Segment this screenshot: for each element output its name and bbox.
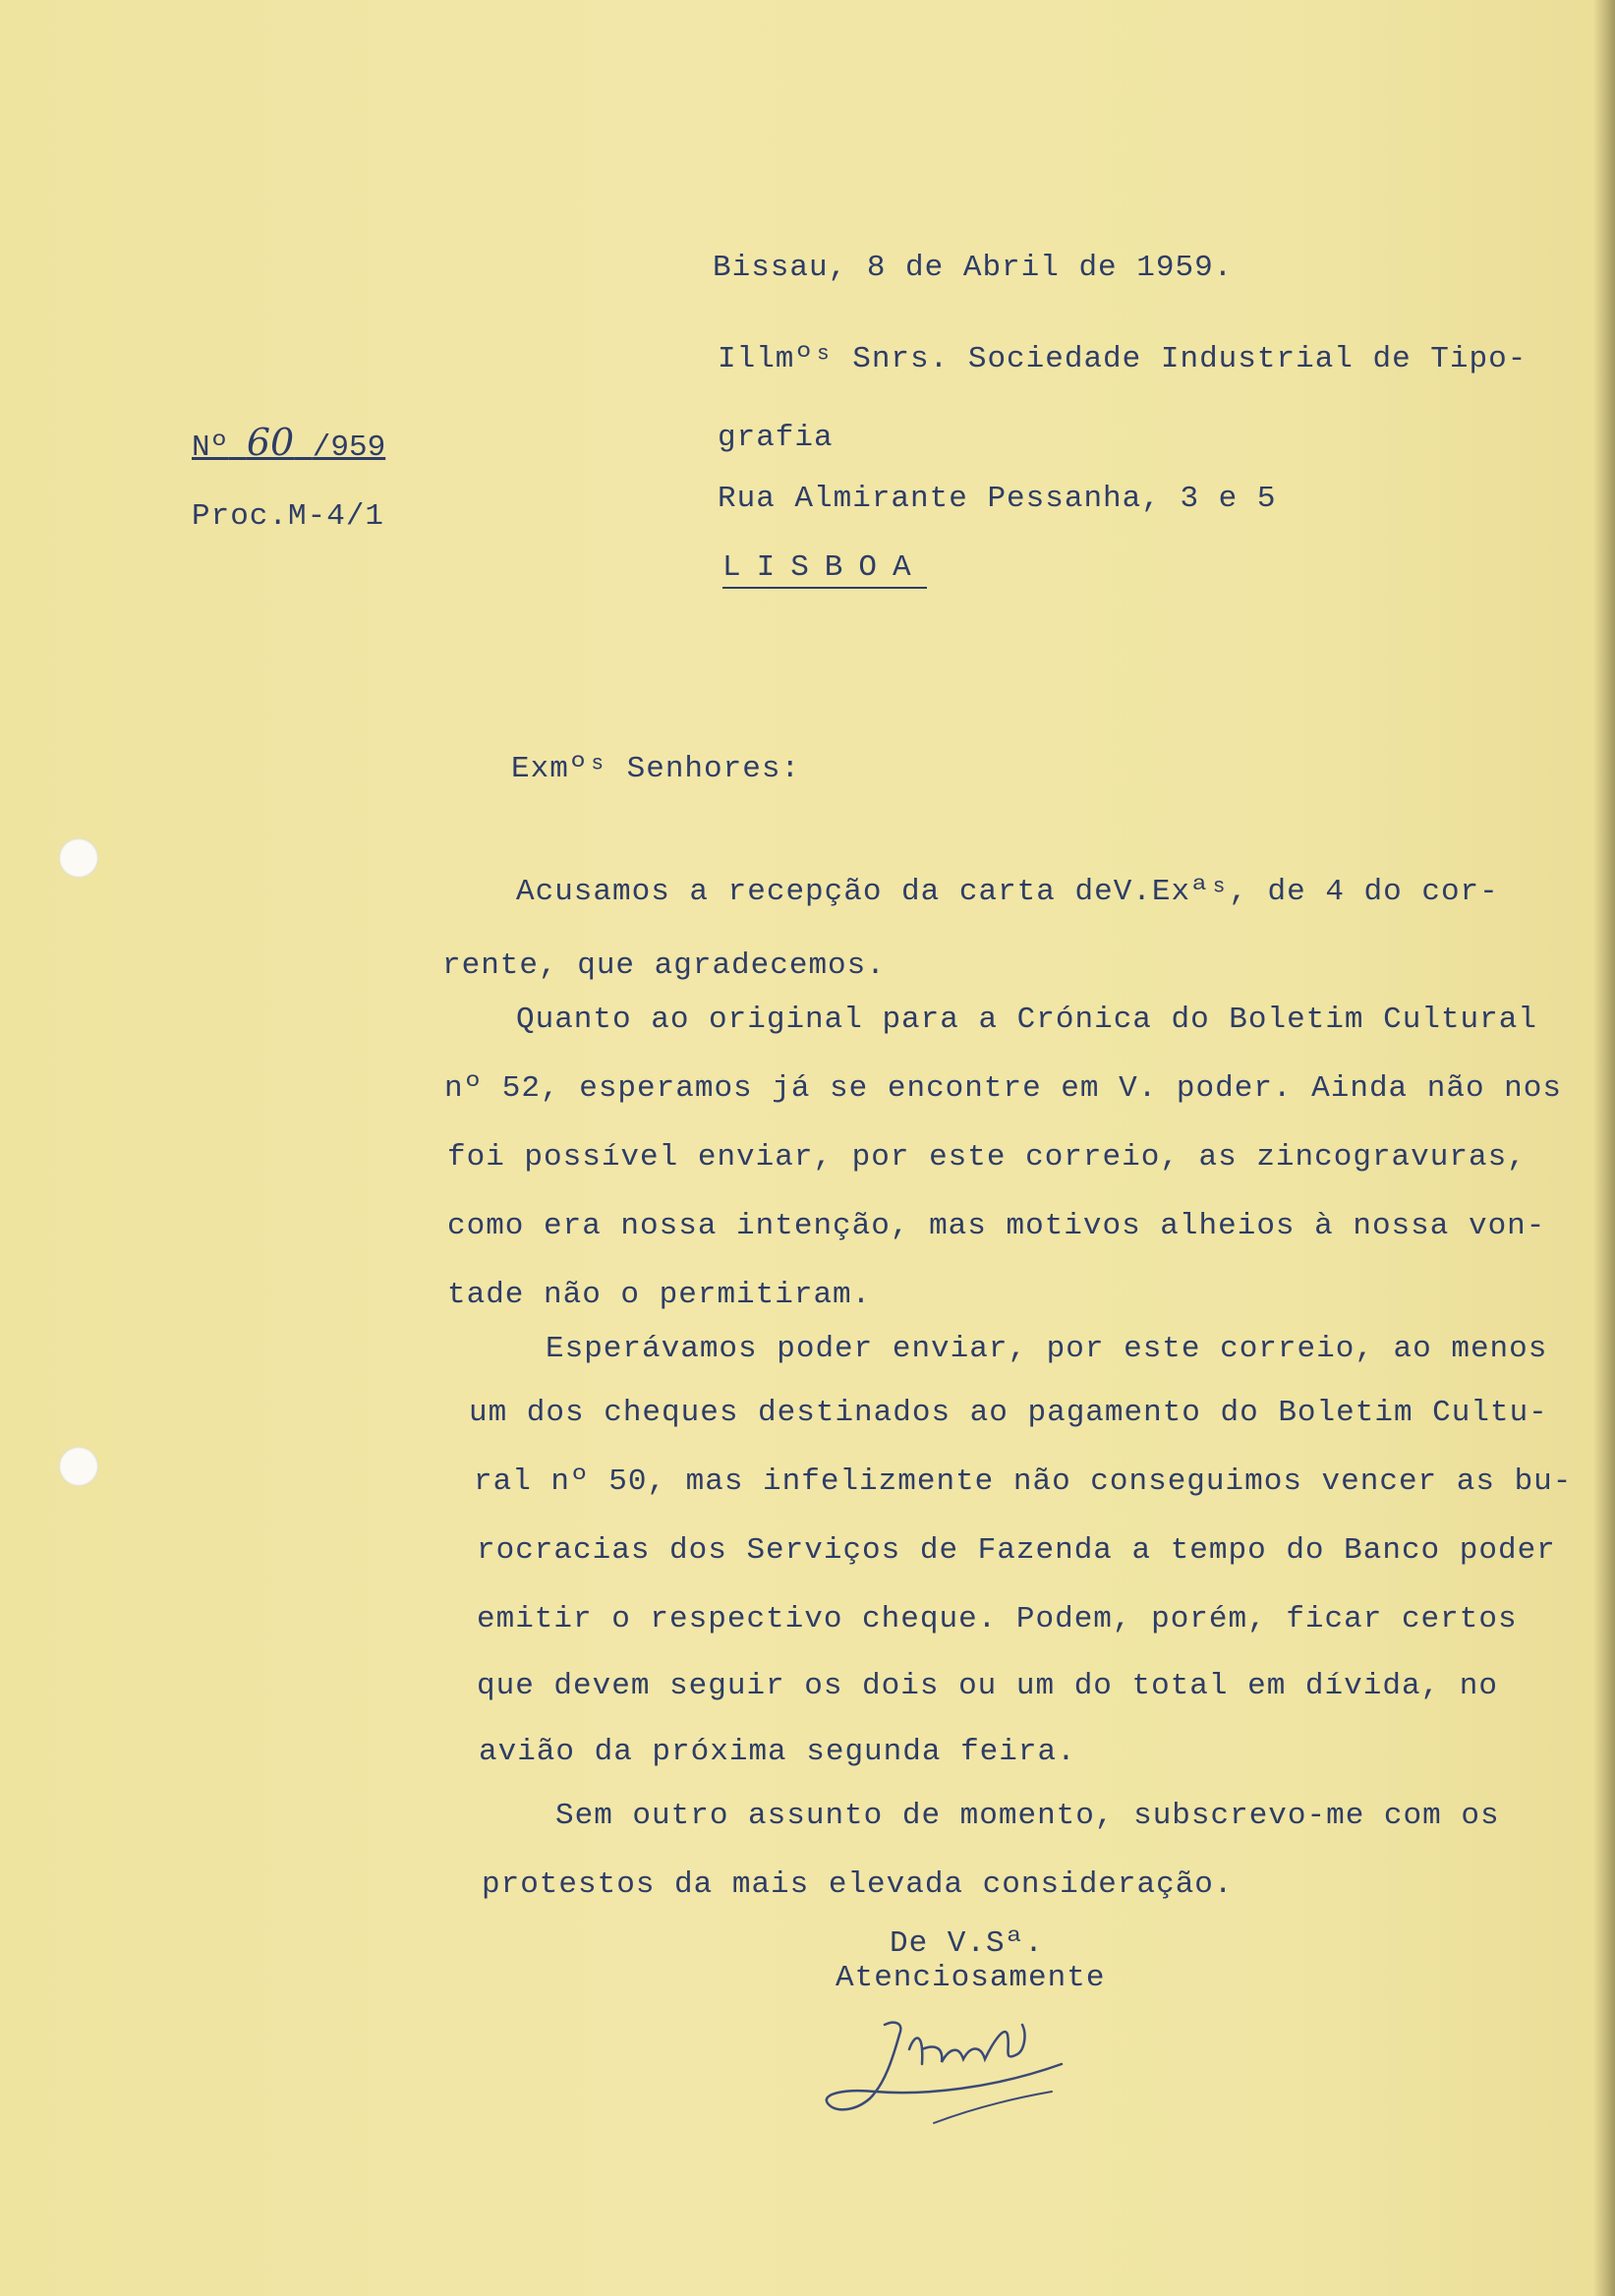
reference-number [192,421,385,465]
addressee-city: LISBOA [722,550,927,589]
addressee-line: Illmºˢ Snrs. Sociedade Industrial de Tipo- [718,342,1528,376]
closing-line: Atenciosamente [836,1961,1106,1995]
body-line: foi possível enviar, por este correio, as zincogravuras, [447,1140,1527,1175]
date-line: Bissau, 8 de Abril de 1959. [713,251,1234,285]
punch-hole [59,838,98,878]
body-line: rocracias dos Serviços de Fazenda a tempo do Banco poder [477,1533,1556,1568]
reference-number-suffix: /959 [312,430,386,465]
body-line: rente, que agradecemos. [442,948,886,983]
addressee-line: grafia [718,421,834,455]
page-edge-shadow [1593,0,1615,2296]
body-line: que devem seguir os dois ou um do total em dívida, no [477,1669,1498,1703]
addressee-line: Rua Almirante Pessanha, 3 e 5 [718,482,1277,516]
reference-number-handwritten: 60 [246,421,295,464]
process-code: Proc.M-4/1 [192,499,385,534]
signature [816,2005,1091,2133]
body-line: um dos cheques destinados ao pagamento do Boletim Cultu- [469,1396,1548,1430]
body-line: ral nº 50, mas infelizmente não conseguimos vencer as bu- [474,1464,1573,1499]
body-line: como era nossa intenção, mas motivos alheios à nossa von- [447,1209,1546,1243]
body-line: tade não o permitiram. [447,1278,872,1312]
body-line: avião da próxima segunda feira. [479,1735,1076,1769]
body-line: protestos da mais elevada consideração. [482,1867,1234,1902]
salutation: Exmºˢ Senhores: [511,752,801,786]
reference-number-prefix: Nº [192,430,229,465]
body-line: nº 52, esperamos já se encontre em V. poder. Ainda não nos [444,1071,1562,1106]
body-line: Acusamos a recepção da carta deV.Exªˢ, de 4 do cor- [516,875,1499,909]
body-line: Sem outro assunto de momento, subscrevo-me com os [555,1799,1500,1833]
punch-hole [59,1447,98,1486]
body-line: emitir o respectivo cheque. Podem, porém, ficar certos [477,1602,1518,1636]
body-line: Quanto ao original para a Crónica do Boletim Cultural [516,1003,1537,1037]
closing-line: De V.Sª. [890,1926,1044,1961]
body-line: Esperávamos poder enviar, por este correio, ao menos [546,1332,1548,1366]
